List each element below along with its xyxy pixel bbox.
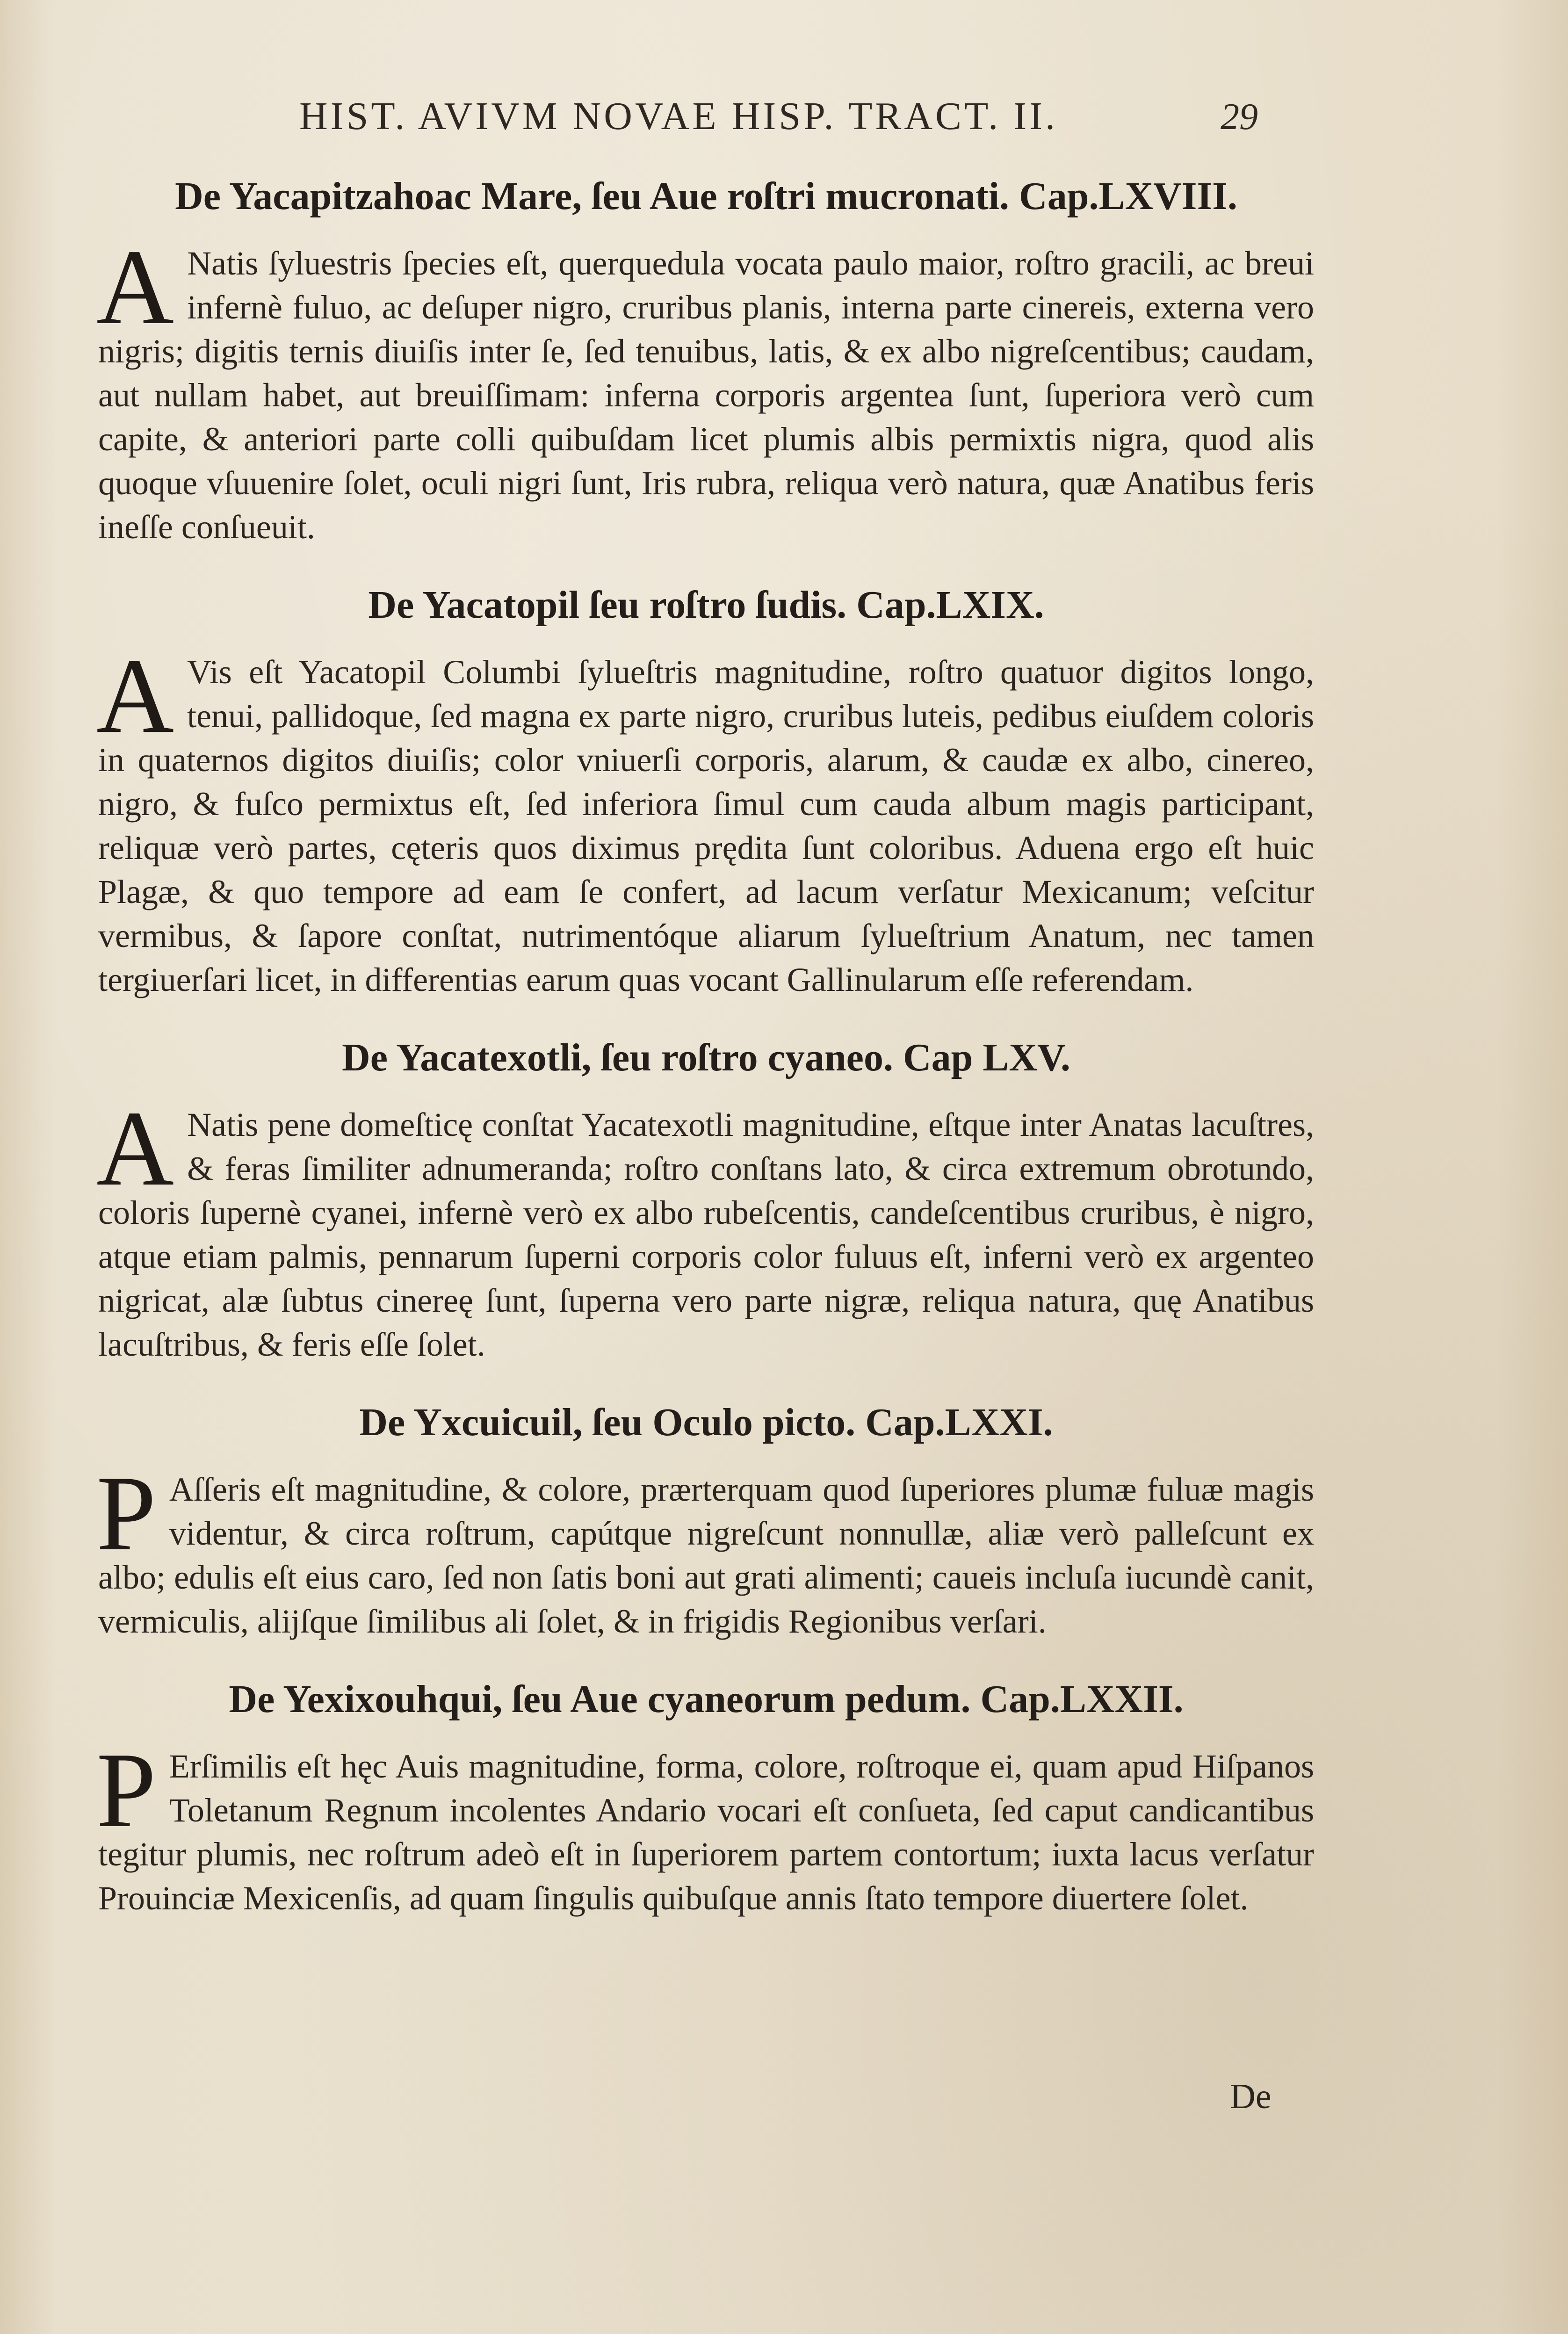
- drop-cap-initial: P: [96, 1453, 156, 1573]
- chapter-heading: De Yacatexotli, ſeu roſtro cyaneo. Cap LXV.: [342, 1036, 1070, 1079]
- chapter-heading: De Yacatopil ſeu roſtro ſudis. Cap.LXIX.: [368, 583, 1044, 627]
- catchword: De: [1230, 2077, 1272, 2116]
- chapter-body: Vis eſt Yacatopil Columbi ſylueſtris magnitudine, roſtro quatuor digitos longo, tenui, pallidoque, ſed magna ex parte nigro, cruribus luteis, pedibus eiuſdem coloris in quaternos digitos diuiſis; color vniuerſi corporis, alarum, & caudæ ex albo, cinereo, nigro, & fuſco permixtus eſt, ſed inferiora ſimul cum cauda album magis participant, reliquæ verò partes, cęteris quos diximus prędita ſunt coloribus. Aduena ergo eſt huic Plagæ, & quo tempore ad eam ſe confert, ad lacum verſatur Mexicanum; veſcitur vermibus, & ſapore conſtat, nutrimentóque aliarum ſylueſtrium Anatum, nec tamen tergiuerſari licet, in differentias earum quas vocant Gallinularum eſſe referendam.: [98, 653, 1314, 998]
- drop-cap-initial: P: [96, 1730, 156, 1850]
- chapter-text: [96, 636, 1314, 1002]
- chapter-body: Aſſeris eſt magnitudine, & colore, prærterquam quod ſuperiores plumæ fuluæ magis videntur, & circa roſtrum, capútque nigreſcunt nonnullæ, aliæ verò palleſcunt ex albo; edulis eſt eius caro, ſed non ſatis boni aut grati alimenti; caueis incluſa iucundè canit, vermiculis, alijſque ſimilibus ali ſolet, & in frigidis Regionibus verſari.: [98, 1471, 1314, 1640]
- chapter-69: [98, 577, 1314, 1002]
- chapter-body: Natis pene domeſticę conſtat Yacatexotli magnitudine, eſtque inter Anatas lacuſtres, & feras ſimiliter adnumeranda; roſtro conſtans lato, & circa extremum obrotundo, coloris ſupernè cyanei, infernè verò ex albo rubeſcentis, candeſcentibus cruribus, è nigro, atque etiam palmis, pennarum ſuperni corporis color fuluus eſt, inferni verò ex argenteo nigricat, alæ ſubtus cinereę ſunt, ſuperna vero parte nigræ, reliqua natura, quę Anatibus lacuſtribus, & feris eſſe ſolet.: [98, 1106, 1314, 1363]
- chapter-body: Erſimilis eſt hęc Auis magnitudine, forma, colore, roſtroque ei, quam apud Hiſpanos Toletanum Regnum incolentes Andario vocari eſt conſueta, ſed caput candicantibus tegitur plumis, nec roſtrum adeò eſt in ſuperiorem partem contortum; iuxta lacus verſatur Prouinciæ Mexicenſis, ad quam ſingulis quibuſque annis ſtato tempore diuertere ſolet.: [98, 1748, 1314, 1917]
- chapter-heading: De Yxcuicuil, ſeu Oculo picto. Cap.LXXI.: [359, 1401, 1053, 1444]
- chapter-72: [98, 1671, 1314, 1920]
- running-head: HIST. AVIVM NOVAE HISP. TRACT. II.: [299, 94, 1058, 138]
- chapter-body: Natis ſyluestris ſpecies eſt, querquedula vocata paulo maior, roſtro gracili, ac breui infernè fuluo, ac deſuper nigro, cruribus planis, interna parte cinereis, externa vero nigris; digitis ternis diuiſis inter ſe, ſed tenuibus, latis, & ex albo nigreſcentibus; caudam, aut nullam habet, aut breuiſſimam: inferna corporis argentea ſunt, ſuperiora verò cum capite, & anteriori parte colli quibuſdam licet plumis albis permixtis nigra, quod alis quoque vſuuenire ſolet, oculi nigri ſunt, Iris rubra, reliqua verò natura, quæ Anatibus feris ineſſe conſueuit.: [98, 245, 1314, 546]
- drop-cap-initial: A: [96, 1089, 174, 1208]
- chapter-text: [96, 227, 1314, 549]
- chapter-heading: De Yexixouhqui, ſeu Aue cyaneorum pedum. Cap.LXXII.: [229, 1677, 1184, 1721]
- chapter-text: [96, 1089, 1314, 1366]
- drop-cap-initial: A: [96, 636, 174, 755]
- chapter-68: [98, 168, 1314, 549]
- chapter-65: [98, 1030, 1314, 1366]
- page-content: [98, 168, 1314, 1948]
- chapter-text: [96, 1453, 1314, 1643]
- chapter-heading: De Yacapitzahoac Mare, ſeu Aue roſtri mucronati. Cap.LXVIII.: [175, 174, 1237, 218]
- chapter-text: [96, 1730, 1314, 1920]
- chapter-71: [98, 1395, 1314, 1643]
- page-number: 29: [1221, 96, 1258, 137]
- drop-cap-initial: A: [96, 227, 174, 347]
